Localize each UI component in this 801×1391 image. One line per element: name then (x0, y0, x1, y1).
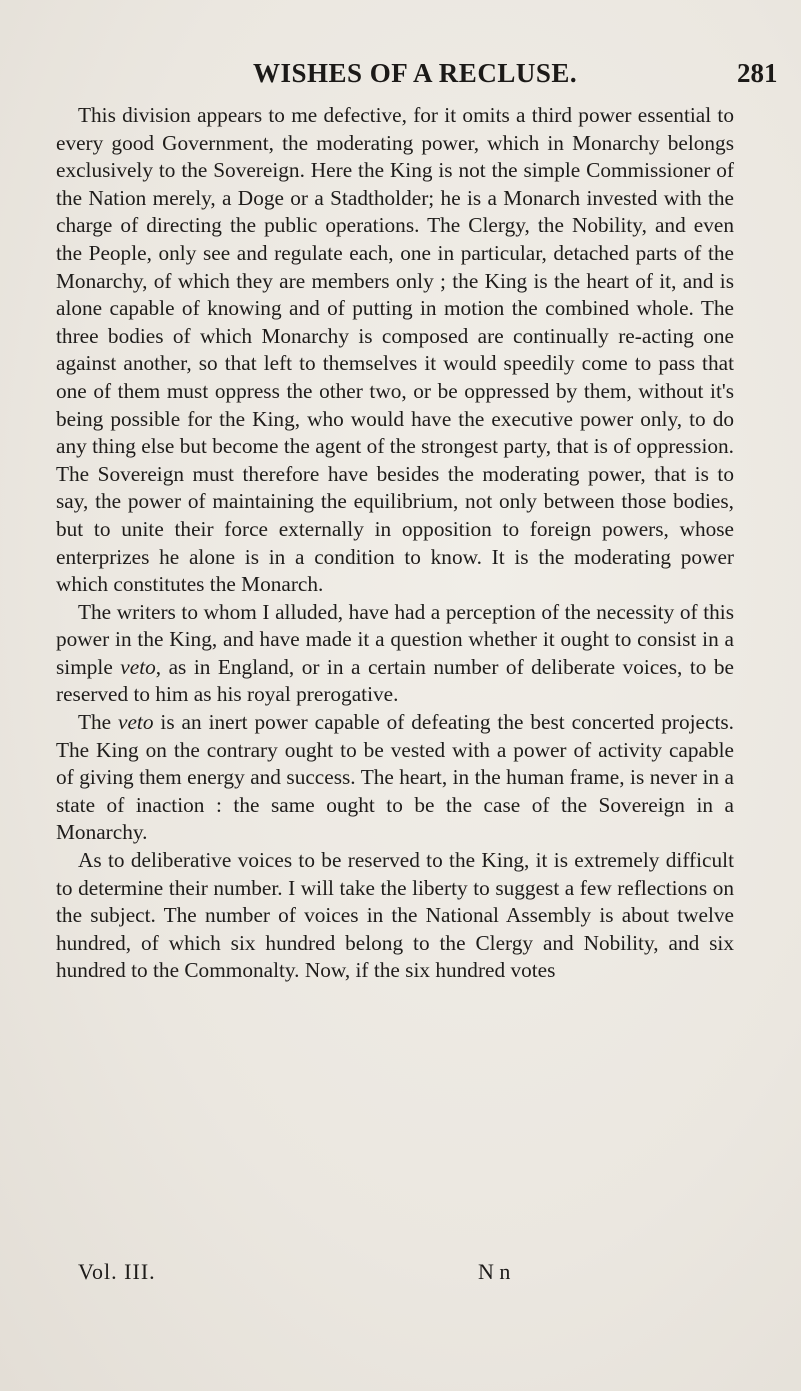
text-run: This division appears to me defective, for it omits a third power essential to every good Government, the moderating power, which in Monarchy belongs exclusively to the Sovereign. Here the King is not the simple Commissioner of the Nation merely, a Doge or a Stadtholder; he is a Monarch invested with the charge of directing the public operations. The Clergy, the Nobility, and even the People, only see and regulate each, one in particular, detached parts of the Monarchy, of which they are members only ; the King is the heart of it, and is alone capable of knowing and of putting in motion the combined whole. The three bodies of which Monarchy is composed are continually re-acting one against another, so that left to themselves it would speedily come to pass that one of them must oppress the other two, or be oppressed by them, without it's being possible for the King, who would have the executive power only, to do any thing else but become the agent of the strongest party, that is of oppression. The Sovereign must therefore have besides the moderating power, that is to say, the power of maintaining the equilibrium, not only between those bodies, but to unite their force externally in opposition to foreign powers, whose enterprizes he alone is in a condition to know. It is the moderating power which constitutes the Monarch. (56, 103, 734, 597)
paragraph (56, 709, 734, 847)
signature-mark: N n (478, 1259, 511, 1284)
running-head (0, 58, 801, 92)
body-text (56, 102, 734, 985)
paragraph (56, 599, 734, 709)
page-footer (78, 1259, 518, 1289)
page-number: 281 (737, 58, 778, 88)
running-head-title: WISHES OF A RECLUSE. (253, 58, 578, 88)
text-run: As to deliberative voices to be reserved to the King, it is extremely difficult to determine their number. I will take the liberty to suggest a few reflections on the subject. The number of voices in the National Assembly is about twelve hundred, of which six hundred belong to the Clergy and Nobility, and six hundred to the Commonalty. Now, if the six hundred votes (56, 848, 734, 983)
text-run: is an inert power capable of defeating the best concerted projects. The King on the contrary ought to be vested with a power of activity capable of giving them energy and success. The heart, in the human frame, is never in a state of inaction : the same ought to be the case of the Sovereign in a Monarchy. (56, 710, 734, 845)
text-run: The writers to whom I alluded, have had a perception of the necessity of this power in the King, and have made it a question whether it ought to consist in a simple (56, 599, 734, 679)
text-run: , as in England, or in a certain number of deliberate voices, to be reserved to him as his royal prerogative. (56, 654, 734, 707)
text-run: The (78, 710, 119, 735)
volume-mark: Vol. III. (78, 1259, 156, 1284)
italic-run: veto (118, 710, 154, 735)
paragraph (56, 102, 734, 599)
paragraph (56, 847, 734, 985)
italic-run: veto (120, 654, 156, 679)
